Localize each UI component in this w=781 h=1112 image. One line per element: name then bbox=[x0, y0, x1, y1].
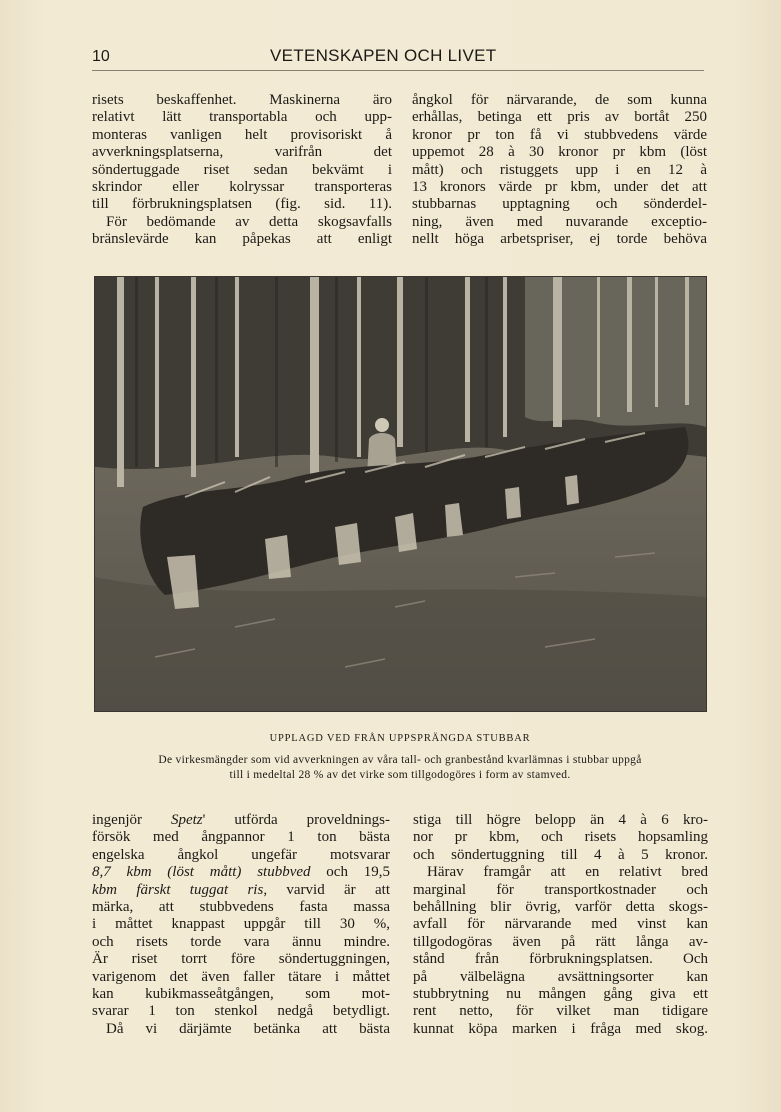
text-line: varigenom det även faller tätare i måttet bbox=[92, 968, 390, 985]
text-line: stiga till högre belopp än 4 à 6 kro- bbox=[413, 812, 708, 828]
text-line: monteras vanligen helt provisoriskt å bbox=[92, 126, 392, 143]
text-line bbox=[92, 812, 390, 829]
text-line: i måttet knappast uppgår till 30 %, bbox=[92, 916, 390, 933]
text-line: kronor pr ton få vi stubbvedens värde bbox=[412, 126, 707, 143]
text-line: stubbarnas upptagning och sönderdel- bbox=[412, 196, 707, 213]
text-line: För bedömande av detta skogsavfalls bbox=[106, 213, 392, 230]
text-fragment: ' utförda proveldnings- bbox=[202, 812, 390, 828]
text-line: relativt lätt transportabla och upp- bbox=[92, 109, 392, 126]
figure-caption-text bbox=[92, 753, 708, 783]
text-line: till förbrukningsplatsen (fig. sid. 11). bbox=[92, 196, 392, 213]
text-line: skrindor eller kolryssar transporteras bbox=[92, 179, 392, 196]
text-line: Då vi därjämte betänka att bästa bbox=[106, 1020, 390, 1037]
text-line: avfall för närvarande med vinst kan bbox=[413, 916, 708, 933]
text-fragment: och 19,5 bbox=[310, 864, 390, 881]
italic-name: Spetz bbox=[170, 812, 203, 828]
text-line: 13 kronors värde pr kbm, under det att bbox=[412, 179, 707, 196]
text-line: kunnat köpa marken i fråga med skog. bbox=[413, 1020, 708, 1037]
text-line bbox=[92, 864, 390, 881]
text-line: engelska ångkol ungefär motsvarar bbox=[92, 846, 390, 863]
figure-caption-title: UPPLAGD VED FRÅN UPPSPRÄNGDA STUBBAR bbox=[269, 733, 531, 744]
text-line: söndertuggade riset sedan bekvämt i bbox=[92, 161, 392, 178]
text-line: svarar 1 ton stenkol nedgå betydligt. bbox=[92, 1003, 390, 1020]
text-line: stånd från förbrukningsplatsen. Och bbox=[413, 951, 708, 968]
caption-line: De virkesmängder som vid avverkningen av våra tall- och granbestånd kvarlämnas i stubbar uppgå bbox=[158, 754, 642, 766]
text-column-bottom-left bbox=[92, 812, 390, 1038]
photo-stump-wood-pile bbox=[94, 276, 707, 712]
text-line: rent netto, för vilket man tidigare bbox=[413, 1003, 708, 1020]
text-line: kan kubikmasseåtgången, som mot- bbox=[92, 986, 390, 1003]
text-line: nellt höga arbetspriser, ej torde behöva bbox=[412, 231, 707, 248]
italic-phrase: kbm färskt tuggat ris bbox=[92, 881, 264, 898]
text-line: och söndertuggning till 4 à 5 kronor. bbox=[413, 846, 708, 863]
italic-phrase: 8,7 kbm (löst mått) stubbved bbox=[92, 864, 311, 881]
text-line bbox=[92, 882, 390, 899]
text-line: erhållas, betinga ett pris av bortåt 250 bbox=[412, 109, 707, 126]
text-line: tillgodogöras även på rätt långa av- bbox=[413, 933, 708, 950]
text-line: på välbelägna avsättningsorter kan bbox=[413, 968, 708, 985]
text-line: avverkningsplatserna, varifrån det bbox=[92, 144, 392, 161]
text-line: bränslevärde kan påpekas att enligt bbox=[92, 231, 392, 248]
page-number: 10 bbox=[92, 48, 110, 65]
text-line: ångkol för närvarande, de som kunna bbox=[412, 92, 707, 108]
text-line: och risets torde vara ännu mindre. bbox=[92, 933, 390, 950]
text-line: mått) och ristuggets upp i en 12 à bbox=[412, 161, 707, 178]
text-line: risets beskaffenhet. Maskinerna äro bbox=[92, 92, 392, 108]
caption-line: till i medeltal 28 % av det virke som tillgodogöres i form av stamved. bbox=[229, 769, 571, 781]
text-line: nor pr kbm, och risets hopsamling bbox=[413, 829, 708, 846]
text-column-top-right bbox=[412, 92, 707, 249]
text-line: behållning blir övrig, varför detta skogs- bbox=[413, 899, 708, 916]
text-line: uppemot 28 à 30 kronor pr kbm (löst bbox=[412, 144, 707, 161]
text-line: ning, även med nuvarande exceptio- bbox=[412, 213, 707, 230]
text-fragment: , varvid är att bbox=[263, 881, 390, 898]
text-line: stubbrytning nu mången gång giva ett bbox=[413, 986, 708, 1003]
text-column-top-left bbox=[92, 92, 392, 249]
text-column-bottom-right bbox=[413, 812, 708, 1038]
text-line: försök med ångpannor 1 ton bästa bbox=[92, 829, 390, 846]
running-title: VETENSKAPEN OCH LIVET bbox=[270, 46, 497, 65]
text-line: marginal för transportkostnader och bbox=[413, 881, 708, 898]
forest-photo-illustration bbox=[95, 277, 706, 711]
page-header bbox=[92, 46, 704, 71]
text-line: Härav framgår att en relativt bred bbox=[427, 864, 708, 881]
text-line: Är riset torrt före söndertuggningen, bbox=[92, 951, 390, 968]
text-fragment: ingenjör bbox=[92, 812, 171, 828]
text-line: märka, att stubbvedens fasta massa bbox=[92, 899, 390, 916]
